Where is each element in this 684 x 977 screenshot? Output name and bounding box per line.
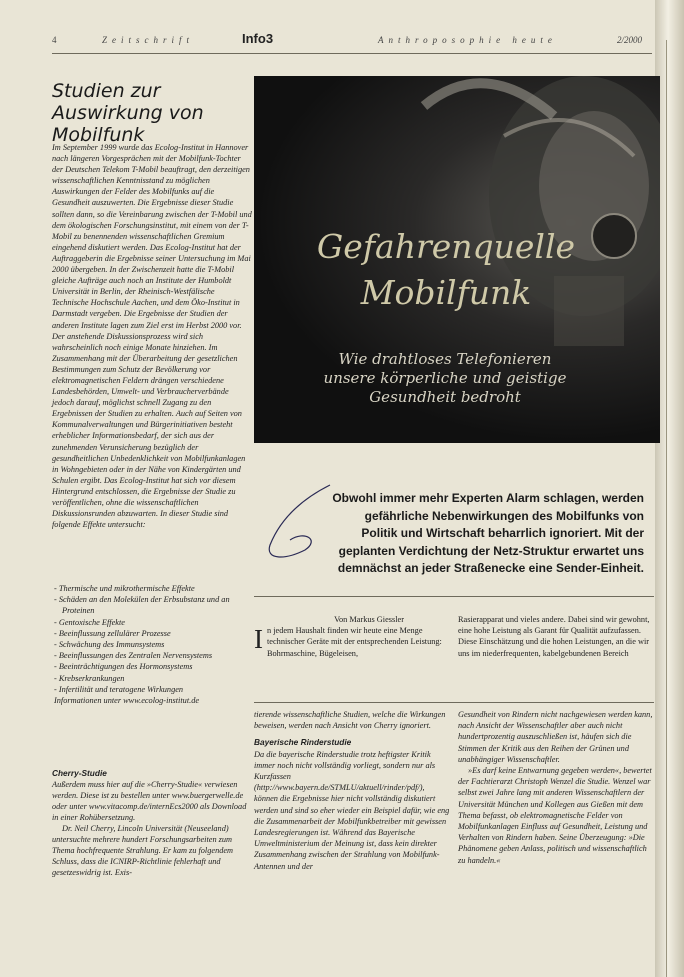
sidebar-paragraph: Im September 1999 wurde das Ecolog-Institut in Hannover nach längeren Vorgesprächen mit der Mobilfunk-Tochter der Deutschen Telekom T-Mobil beauftragt, den derzeitigen wissenschaftlichen Kenntnisstand zu möglichen Auswirkungen der Felder des Mobilfunks auf die Gesundheit auszuwerten. Die Ergebnisse dieser Studie sollten dann, so die Vereinbarung zwischen der T-Mobil und dem ökologischen Forschungsinstitut, mit einem von der T-Mobil zu benennenden wissenschaftlichen Gremium eingehend diskutiert werden. Das Ecolog-Institut hat der Auftraggeberin die Ergebnisse seiner Untersuchung im Mai 2000 übergeben. In der Zwischenzeit hatte die T-Mobil gleiche Aufträge auch noch an Institute der Humboldt Universität in Berlin, der Rheinisch-Westfälische Technische Hochschule Aachen, und dem Öko-Institut in Darmstadt vergeben. Die Ergebnisse der Studien der anderen Institute lagen zum Ziel erst im Herbst 2000 vor. Der anstehende Diskussionsprozess wird sich wahrscheinlich noch einige Monate hinziehen. Im Zusammenhang mit der Überarbeitung der gesetzlichen Bestimmungen zum Schutz der Bevölkerung vor elektromagnetischen Feldern drängen verschiedene Landesbehörden, Umwelt- und Verbraucherverbände jedoch darauf, möglichst schnell Zugang zu den Ergebnissen der Studien zu erhalten. Auch auf Seiten von Kommunalverwaltungen und Bürgerinitiativen besteht erheblicher Informationsbedarf, der sich aus der zunehmenden Verunsicherung bezüglich der gesundheitlichen Unbedenklichkeit von Mobilfunkanlagen in Wohngebieten oder in der Nähe von Kindergärten und Schulen ergibt. Das Ecolog-Institut hat sich vor diesem Hintergrund entschlossen, die Ergebnisse der Studie zu veröffentlichen, ohne die wissenschaftlichen Diskussionsrunden abzuwarten. In dieser Studie sind folgende Effekte untersucht: — [52, 143, 252, 530]
paragraph: Gesundheit von Rindern nicht nachgewiesen werden kann, nach Ansicht der Wissenschaftler aber auch nicht hundertprozentig auszuschließen ist, häufen sich die Stimmen der Kritik aus den Reihen der Grünen und unabhängiger Wissenschaftler. — [458, 710, 653, 764]
paragraph: tierende wissenschaftliche Studien, welche die Wirkungen beweisen, werden nach Ansicht von Cherry ignoriert. — [254, 710, 446, 731]
list-item: - Gentoxische Effekte — [54, 617, 125, 627]
intro-text: Rasierapparat und vieles andere. Dabei sind wir gewohnt, eine hohe Leistung als Garant für Qualität aufzufassen. Diese Einschätzung und die hohen Leistungen, an die wir uns im niederfrequenten, kabelgebundenen Bereich — [458, 615, 650, 658]
intro-text: n jedem Haushalt finden wir heute eine Menge technischer Geräte mit der entsprechenden Leistung: Bohrmaschine, Bügeleisen, — [267, 626, 442, 658]
paragraph: »Es darf keine Entwarnung gegeben werden«, bewertet der Fachtierarzt Christoph Wenzel die Studie. Wenzel war selbst zwei Jahre lang mit anderen Wissenschaftlern der Universität München und Kollegen aus Gießen mit dem Thema befasst, ob elektromagnetische Felder von Mobilfunkanlagen Einfluss auf Gesundheit, Leistung und Verhalten von Rindern haben. Seine Überzeugung: »Die Phänomene geben Anlass, politisch und wissenschaftlich zu handeln.« — [458, 766, 652, 865]
list-item: - Infertilität und teratogene Wirkungen — [54, 684, 184, 694]
list-item: - Thermische und mikrothermische Effekte — [54, 584, 195, 593]
list-item: - Beeinflussungen des Zentralen Nervensystems — [54, 651, 213, 661]
page-number: 4 — [52, 35, 57, 45]
cherry-subhead: Cherry-Studie — [52, 768, 107, 778]
lower-column-2 — [254, 709, 450, 872]
sidebar-title: Studien zur Auswirkung von Mobilfunk — [52, 80, 204, 146]
article-column-2 — [254, 614, 454, 659]
list-item: Informationen unter www.ecolog-institut.de — [54, 696, 200, 706]
list-item: - Schäden an den Molekülen der Erbsubstanz und an Proteinen — [54, 595, 230, 616]
handwritten-swirl — [260, 480, 340, 570]
author-byline: Von Markus Giessler — [334, 615, 404, 624]
article-column-3 — [458, 614, 654, 659]
cherry-paragraph: Außerdem muss hier auf die »Cherry-Studie« verwiesen werden. Diese ist zu bestellen unter www.buergerwelle.de oder unter www.vitacomp.de/internEcs2000 als Download in einer Rohübersetzung. — [52, 780, 247, 822]
article-rule — [254, 596, 654, 597]
hero-title: Gefahrenquelle Mobilfunk — [316, 227, 576, 312]
list-item: - Krebserkrankungen — [54, 673, 125, 683]
drop-cap: I — [254, 624, 263, 655]
list-item: - Beeinträchtigungen des Hormonsystems — [54, 662, 193, 672]
sidebar-body — [52, 142, 252, 530]
info3-logo: Info3 — [242, 31, 274, 46]
section-rule — [254, 702, 654, 703]
lead-paragraph: Obwohl immer mehr Experten Alarm schlagen, werden gefährliche Nebenwirkungen des Mobilfunks von Politik und Wirtschaft beharrlich ignoriert. Mit der geplanten Verdichtung der Netz-Struktur erwartet uns demnächst an jeder Straßenecke eine Sender-Einheit. — [332, 491, 644, 576]
cherry-paragraph: Dr. Neil Cherry, Lincoln Universität (Neuseeland) untersuchte mehrere hundert Forschungsarbeiten zum Thema hochfrequente Strahlung. Er kam zu folgendem Schluss, dass die ICNIRP-Richtlinie fehlerhaft und gesetzeswidrig ist. Exis- — [52, 824, 234, 877]
rinder-subhead: Bayerische Rinderstudie — [254, 737, 352, 748]
paragraph: Da die bayerische Rinderstudie trotz heftigster Kritik immer noch nicht vollständig vorliegt, sondern nur als Kurzfassen (http://www.bayern.de/STMLU/aktuell/rinder/pdf/), können die Ergebnisse hier nicht vollständig diskutiert werden und sind so eher wieder ein Beispiel dafür, wie eng die Zusammenarbeit der Mobilfunkbetreiber mit gewissen Landesregierungen ist. Während das Bayerische Umweltministerium der Meinung ist, dass kein direkter Zusammenhang zwischen der Strahlung von Mobilfunk-Antennen und der — [254, 749, 450, 871]
lower-column-3 — [458, 709, 654, 866]
running-header — [52, 33, 652, 49]
hero-subtitle: Wie drahtloses Telefonieren unsere körperliche und geistige Gesundheit bedroht — [323, 350, 567, 406]
header-rule — [52, 53, 652, 54]
cherry-section — [52, 768, 252, 878]
list-item: - Beeinflussung zellulärer Prozesse — [54, 628, 171, 638]
list-item: - Schwächung des Immunsystems — [54, 640, 165, 650]
page-fold-line — [666, 40, 667, 977]
issue-number: 2/2000 — [617, 35, 643, 45]
header-anthroposophie: Anthroposophie heute — [378, 35, 557, 45]
header-zeitschrift: Zeitschrift — [102, 35, 195, 45]
effects-list — [52, 583, 252, 706]
